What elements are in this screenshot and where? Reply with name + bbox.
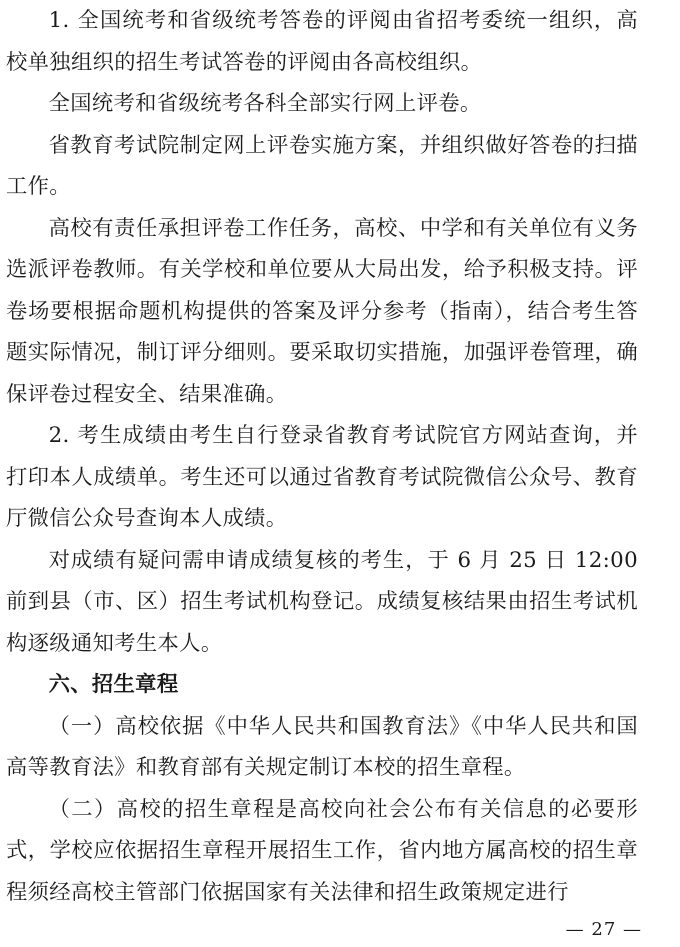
paragraph-charter-publication: （二）高校的招生章程是高校向社会公布有关信息的必要形式，学校应依据招生章程开展招生工作，省内地方属高校的招生章程须经高校主管部门依据国家有关法律和招生政策规定进行 bbox=[6, 796, 638, 905]
page-number: — 27 — bbox=[565, 919, 642, 940]
paragraph-grading-organization: 1. 全国统考和省级统考答卷的评阅由省招考委统一组织，高校单独组织的招生考试答卷的评阅由各高校组织。 bbox=[6, 8, 638, 75]
paragraph-grading-plan: 省教育考试院制定网上评卷实施方案，并组织做好答卷的扫描工作。 bbox=[6, 132, 638, 199]
paragraph-online-grading: 全国统考和省级统考各科全部实行网上评卷。 bbox=[48, 91, 482, 116]
section-heading-admission-charter: 六、招生章程 bbox=[48, 672, 179, 697]
paragraph-score-inquiry: 2. 考生成绩由考生自行登录省教育考试院官方网站查询，并打印本人成绩单。考生还可以通过省教育考试院微信公众号、教育厅微信公众号查询本人成绩。 bbox=[6, 423, 638, 531]
paragraph-grading-responsibility: 高校有责任承担评卷工作任务，高校、中学和有关单位有义务选派评卷教师。有关学校和单位要从大局出发，给予积极支持。评卷场要根据命题机构提供的答案及评分参考（指南），结合考生答题实际情况，制订评分细则。要采取切实措施，加强评卷管理，确保评卷过程安全、结果准确。 bbox=[6, 215, 638, 407]
document-page bbox=[6, 0, 638, 913]
paragraph-charter-basis: （一）高校依据《中华人民共和国教育法》《中华人民共和国高等教育法》和教育部有关规定制订本校的招生章程。 bbox=[6, 713, 638, 780]
paragraph-score-review: 对成绩有疑问需申请成绩复核的考生，于 6 月 25 日 12:00 前到县（市、区）招生考试机构登记。成绩复核结果由招生考试机构逐级通知考生本人。 bbox=[6, 547, 638, 656]
